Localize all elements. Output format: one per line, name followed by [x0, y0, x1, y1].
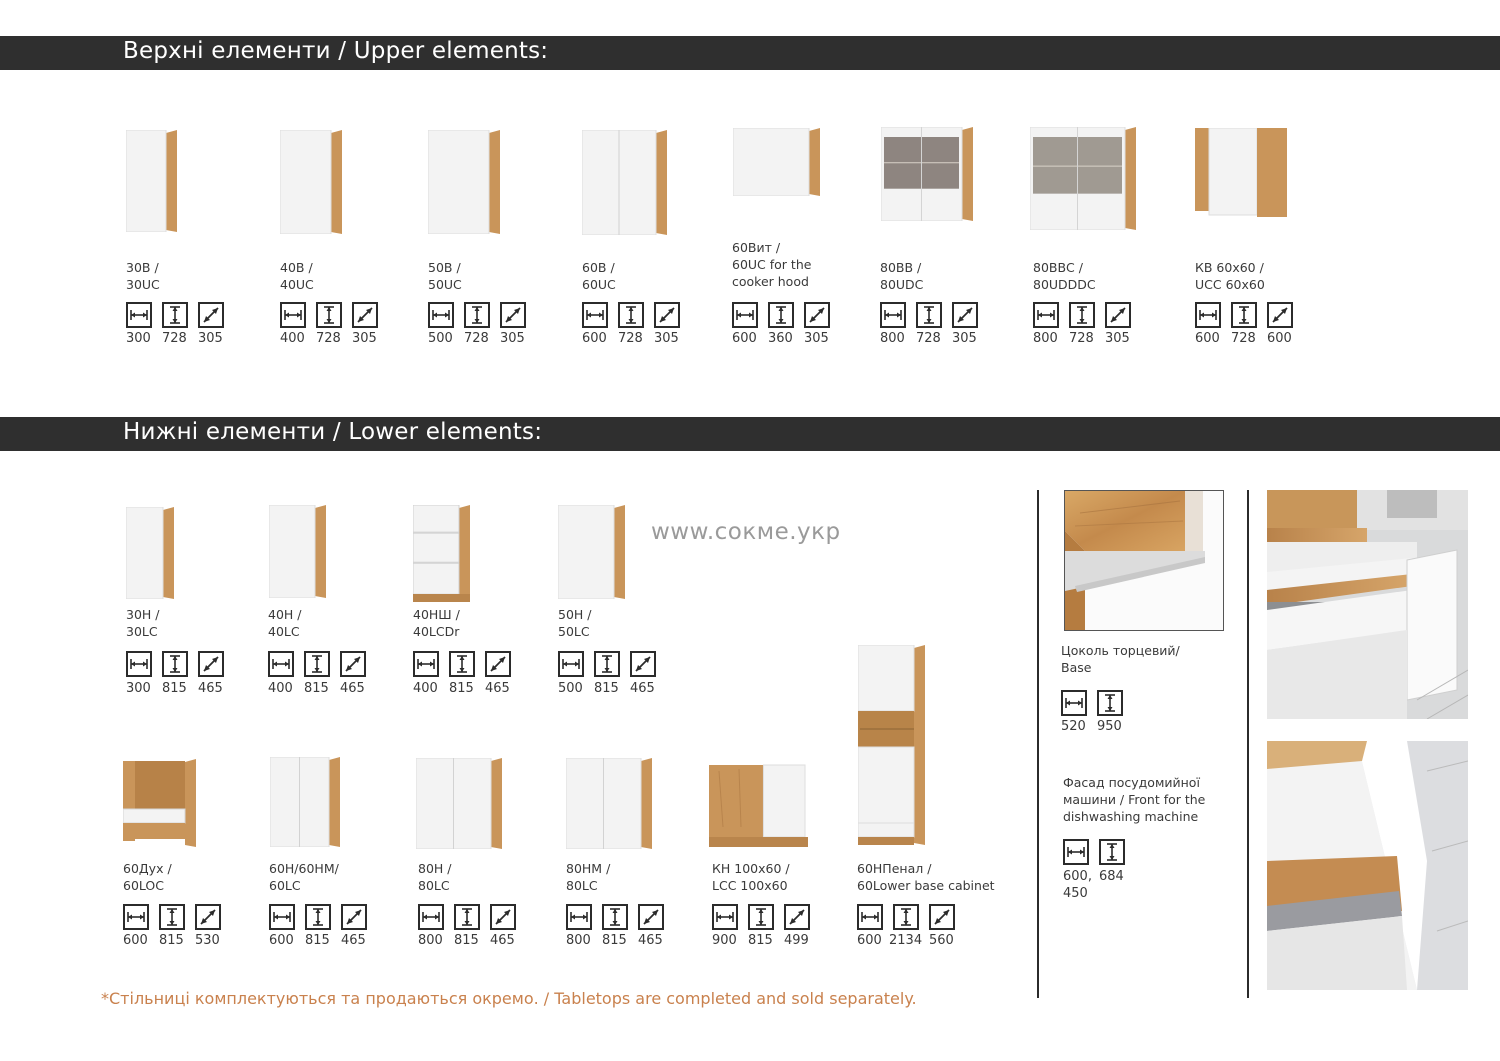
- upper-item-1-depth: 305: [198, 331, 223, 346]
- depth-icon: [341, 904, 367, 930]
- lower-row1-item-1-height: 815: [162, 681, 187, 696]
- base-height: 950: [1097, 719, 1122, 734]
- upper-item-5-cabinet-image: [733, 128, 820, 200]
- lower-row2-item-5-height: 815: [748, 933, 773, 948]
- upper-item-4-label-line1: 60В /: [582, 260, 615, 275]
- lower-row1-item-3-cabinet-image: [413, 505, 470, 606]
- upper-item-2-height: 728: [316, 331, 341, 346]
- upper-item-4-cabinet-image: [582, 130, 667, 239]
- lower-row1-item-3-depth: 465: [485, 681, 510, 696]
- lower-row1-item-1-width: 300: [126, 681, 151, 696]
- lower-row2-item-1-label: [123, 860, 172, 894]
- lower-row2-item-5-label-line2: LCC 100х60: [712, 878, 788, 893]
- upper-item-2-label: [280, 259, 314, 293]
- height-icon: [159, 904, 185, 930]
- lower-row1-item-2-width: 400: [268, 681, 293, 696]
- height-icon: [464, 302, 490, 328]
- upper-item-4-label-line2: 60UC: [582, 277, 616, 292]
- lower-row2-item-1-label-line1: 60Дух /: [123, 861, 172, 876]
- watermark: www.сокме.укр: [651, 519, 841, 545]
- depth-icon: [638, 904, 664, 930]
- lower-row1-item-1-depth: 465: [198, 681, 223, 696]
- upper-item-4-label: [582, 259, 616, 293]
- depth-icon: [804, 302, 830, 328]
- upper-item-3-label-line2: 50UC: [428, 277, 462, 292]
- upper-item-6-label-line2: 80UDC: [880, 277, 924, 292]
- height-icon: [893, 904, 919, 930]
- depth-icon: [1105, 302, 1131, 328]
- depth-icon: [952, 302, 978, 328]
- lower-row1-item-4-width: 500: [558, 681, 583, 696]
- base-label-line2: Base: [1061, 660, 1092, 675]
- height-icon: [1231, 302, 1257, 328]
- drawer-photo-bottom: [1267, 741, 1468, 990]
- upper-item-6-depth: 305: [952, 331, 977, 346]
- lower-row2-item-3-label: [418, 860, 452, 894]
- width-icon: [1033, 302, 1059, 328]
- lower-row1-item-3-label-line1: 40НШ /: [413, 607, 460, 622]
- lower-row2-item-1-width: 600: [123, 933, 148, 948]
- drawer-photo-top: [1267, 490, 1468, 719]
- lower-section-header: [0, 417, 1500, 451]
- height-icon: [768, 302, 794, 328]
- upper-item-1-width: 300: [126, 331, 151, 346]
- lower-row1-item-2-cabinet-image: [269, 505, 326, 602]
- width-icon: [1061, 690, 1087, 716]
- lower-row2-item-3-depth: 465: [490, 933, 515, 948]
- divider-right: [1247, 490, 1249, 998]
- lower-row1-item-3-height: 815: [449, 681, 474, 696]
- height-icon: [1099, 839, 1125, 865]
- lower-row1-item-4-label-line2: 50LC: [558, 624, 590, 639]
- width-icon: [1063, 839, 1089, 865]
- lower-row2-item-2-label-line2: 60LC: [269, 878, 301, 893]
- height-icon: [454, 904, 480, 930]
- upper-item-1-label: [126, 259, 160, 293]
- base-label-line1: Цоколь торцевий/: [1061, 643, 1180, 658]
- width-icon: [268, 651, 294, 677]
- upper-section-title: Верхні елементи / Upper elements:: [123, 38, 549, 64]
- lower-row2-item-3-cabinet-image: [416, 758, 502, 853]
- upper-item-5-depth: 305: [804, 331, 829, 346]
- lower-row1-item-2-label-line2: 40LC: [268, 624, 300, 639]
- lower-row1-item-1-label-line1: 30Н /: [126, 607, 160, 622]
- depth-icon: [340, 651, 366, 677]
- upper-item-7-height: 728: [1069, 331, 1094, 346]
- lower-row2-item-2-height: 815: [305, 933, 330, 948]
- lower-row2-item-2-label: [269, 860, 339, 894]
- height-icon: [316, 302, 342, 328]
- lower-row1-item-3-label-line2: 40LCDr: [413, 624, 460, 639]
- lower-row2-item-5-width: 900: [712, 933, 737, 948]
- width-icon: [1195, 302, 1221, 328]
- lower-row2-item-3-height: 815: [454, 933, 479, 948]
- lower-row2-item-5-label-line1: КН 100х60 /: [712, 861, 790, 876]
- lower-row1-item-4-label-line1: 50Н /: [558, 607, 592, 622]
- upper-item-5-height: 360: [768, 331, 793, 346]
- lower-row1-item-2-label: [268, 606, 302, 640]
- lower-row1-item-3-width: 400: [413, 681, 438, 696]
- lower-row1-item-1-label: [126, 606, 160, 640]
- facade-width: 600,: [1063, 869, 1092, 884]
- depth-icon: [352, 302, 378, 328]
- upper-item-7-cabinet-image: [1030, 127, 1136, 234]
- upper-item-2-cabinet-image: [280, 130, 342, 238]
- facade-height: 684: [1099, 869, 1124, 884]
- upper-item-7-label-line2: 80UDDDC: [1033, 277, 1096, 292]
- lower-row2-item-4-height: 815: [602, 933, 627, 948]
- lower-row2-item-1-cabinet-image: [123, 759, 196, 851]
- width-icon: [123, 904, 149, 930]
- height-icon: [449, 651, 475, 677]
- height-icon: [1069, 302, 1095, 328]
- width-icon: [413, 651, 439, 677]
- lower-row2-item-4-width: 800: [566, 933, 591, 948]
- width-icon: [428, 302, 454, 328]
- upper-item-1-height: 728: [162, 331, 187, 346]
- upper-item-3-height: 728: [464, 331, 489, 346]
- width-icon: [558, 651, 584, 677]
- lower-row2-item-3-width: 800: [418, 933, 443, 948]
- height-icon: [618, 302, 644, 328]
- depth-icon: [485, 651, 511, 677]
- width-icon: [712, 904, 738, 930]
- depth-icon: [784, 904, 810, 930]
- upper-item-4-height: 728: [618, 331, 643, 346]
- height-icon: [304, 651, 330, 677]
- lower-row1-item-2-depth: 465: [340, 681, 365, 696]
- base-label: [1061, 642, 1180, 676]
- upper-item-2-label-line2: 40UC: [280, 277, 314, 292]
- lower-row2-item-5-depth: 499: [784, 933, 809, 948]
- upper-item-8-cabinet-image: [1195, 128, 1287, 225]
- upper-item-8-depth: 600: [1267, 331, 1292, 346]
- upper-item-5-width: 600: [732, 331, 757, 346]
- lower-row2-item-2-cabinet-image: [270, 757, 340, 851]
- depth-icon: [195, 904, 221, 930]
- upper-item-8-label: [1195, 259, 1265, 293]
- upper-item-3-cabinet-image: [428, 130, 500, 238]
- height-icon: [916, 302, 942, 328]
- width-icon: [732, 302, 758, 328]
- lower-row1-item-1-cabinet-image: [126, 507, 174, 603]
- lower-row2-item-5-label: [712, 860, 790, 894]
- lower-row2-item-6-label: [857, 860, 995, 894]
- depth-icon: [500, 302, 526, 328]
- lower-row2-item-6-label-line2: 60Lower base cabinet: [857, 878, 995, 893]
- upper-item-8-label-line2: UCC 60х60: [1195, 277, 1265, 292]
- upper-item-3-depth: 305: [500, 331, 525, 346]
- depth-icon: [630, 651, 656, 677]
- upper-item-4-depth: 305: [654, 331, 679, 346]
- depth-icon: [929, 904, 955, 930]
- upper-item-4-width: 600: [582, 331, 607, 346]
- width-icon: [582, 302, 608, 328]
- height-icon: [305, 904, 331, 930]
- upper-item-8-label-line1: КВ 60х60 /: [1195, 260, 1264, 275]
- lower-row1-item-4-cabinet-image: [558, 505, 625, 603]
- upper-item-1-label-line2: 30UC: [126, 277, 160, 292]
- upper-item-6-width: 800: [880, 331, 905, 346]
- lower-row2-item-6-height: 2134: [889, 933, 923, 948]
- height-icon: [594, 651, 620, 677]
- width-icon: [418, 904, 444, 930]
- lower-row2-item-2-depth: 465: [341, 933, 366, 948]
- base-width: 520: [1061, 719, 1086, 734]
- width-icon: [880, 302, 906, 328]
- lower-row1-item-2-height: 815: [304, 681, 329, 696]
- upper-item-6-cabinet-image: [881, 127, 973, 225]
- facade-label: [1063, 774, 1205, 825]
- upper-item-7-label: [1033, 259, 1096, 293]
- tabletop-note: *Стільниці комплектуються та продаються окремо. / Tabletops are completed and sold separately.: [101, 989, 917, 1008]
- lower-row2-item-1-depth: 530: [195, 933, 220, 948]
- width-icon: [269, 904, 295, 930]
- upper-item-7-label-line1: 80ВВС /: [1033, 260, 1083, 275]
- lower-row2-item-3-label-line2: 80LC: [418, 878, 450, 893]
- depth-icon: [654, 302, 680, 328]
- lower-row1-item-4-label: [558, 606, 592, 640]
- facade-width-alt: 450: [1063, 886, 1088, 901]
- upper-item-7-depth: 305: [1105, 331, 1130, 346]
- upper-item-6-label-line1: 80ВВ /: [880, 260, 922, 275]
- lower-row2-item-2-width: 600: [269, 933, 294, 948]
- lower-row2-item-4-label: [566, 860, 610, 894]
- upper-item-1-cabinet-image: [126, 130, 177, 236]
- upper-item-5-label-line2: 60UC for the: [732, 257, 812, 272]
- upper-item-8-height: 728: [1231, 331, 1256, 346]
- lower-row1-item-3-label: [413, 606, 460, 640]
- lower-row2-item-1-label-line2: 60LOC: [123, 878, 164, 893]
- width-icon: [566, 904, 592, 930]
- upper-item-2-label-line1: 40В /: [280, 260, 313, 275]
- divider-left: [1037, 490, 1039, 998]
- upper-item-5-label-line1: 60Вит /: [732, 240, 781, 255]
- lower-row2-item-4-depth: 465: [638, 933, 663, 948]
- height-icon: [748, 904, 774, 930]
- lower-row1-item-4-height: 815: [594, 681, 619, 696]
- lower-row2-item-1-height: 815: [159, 933, 184, 948]
- lower-row2-item-6-cabinet-image: [858, 645, 925, 849]
- height-icon: [1097, 690, 1123, 716]
- upper-item-2-depth: 305: [352, 331, 377, 346]
- lower-row2-item-4-label-line2: 80LC: [566, 878, 598, 893]
- lower-section-title: Нижні елементи / Lower elements:: [123, 419, 543, 445]
- width-icon: [857, 904, 883, 930]
- lower-row2-item-2-label-line1: 60Н/60НМ/: [269, 861, 339, 876]
- height-icon: [602, 904, 628, 930]
- lower-row2-item-4-cabinet-image: [566, 758, 652, 853]
- width-icon: [280, 302, 306, 328]
- upper-item-6-height: 728: [916, 331, 941, 346]
- depth-icon: [198, 651, 224, 677]
- lower-row2-item-6-label-line1: 60НПенал /: [857, 861, 932, 876]
- upper-item-5-label: [732, 239, 811, 290]
- width-icon: [126, 302, 152, 328]
- height-icon: [162, 651, 188, 677]
- base-plinth-photo: [1064, 490, 1224, 631]
- upper-item-2-width: 400: [280, 331, 305, 346]
- height-icon: [162, 302, 188, 328]
- lower-row1-item-1-label-line2: 30LC: [126, 624, 158, 639]
- lower-row1-item-4-depth: 465: [630, 681, 655, 696]
- upper-item-1-label-line1: 30В /: [126, 260, 159, 275]
- lower-row2-item-6-width: 600: [857, 933, 882, 948]
- lower-row1-item-2-label-line1: 40Н /: [268, 607, 302, 622]
- depth-icon: [198, 302, 224, 328]
- width-icon: [126, 651, 152, 677]
- facade-label-line3: dishwashing machine: [1063, 809, 1199, 824]
- lower-row2-item-5-cabinet-image: [709, 761, 808, 851]
- depth-icon: [490, 904, 516, 930]
- facade-label-line2: машини / Front for the: [1063, 792, 1206, 807]
- upper-item-7-width: 800: [1033, 331, 1058, 346]
- upper-item-3-label: [428, 259, 462, 293]
- lower-row2-item-3-label-line1: 80Н /: [418, 861, 452, 876]
- lower-row2-item-6-depth: 560: [929, 933, 954, 948]
- upper-item-5-label-line3: cooker hood: [732, 274, 809, 289]
- upper-section-header: [0, 36, 1500, 70]
- upper-item-8-width: 600: [1195, 331, 1220, 346]
- upper-item-6-label: [880, 259, 923, 293]
- depth-icon: [1267, 302, 1293, 328]
- lower-row2-item-4-label-line1: 80НМ /: [566, 861, 611, 876]
- upper-item-3-label-line1: 50В /: [428, 260, 461, 275]
- upper-item-3-width: 500: [428, 331, 453, 346]
- facade-label-line1: Фасад посудомийної: [1063, 775, 1200, 790]
